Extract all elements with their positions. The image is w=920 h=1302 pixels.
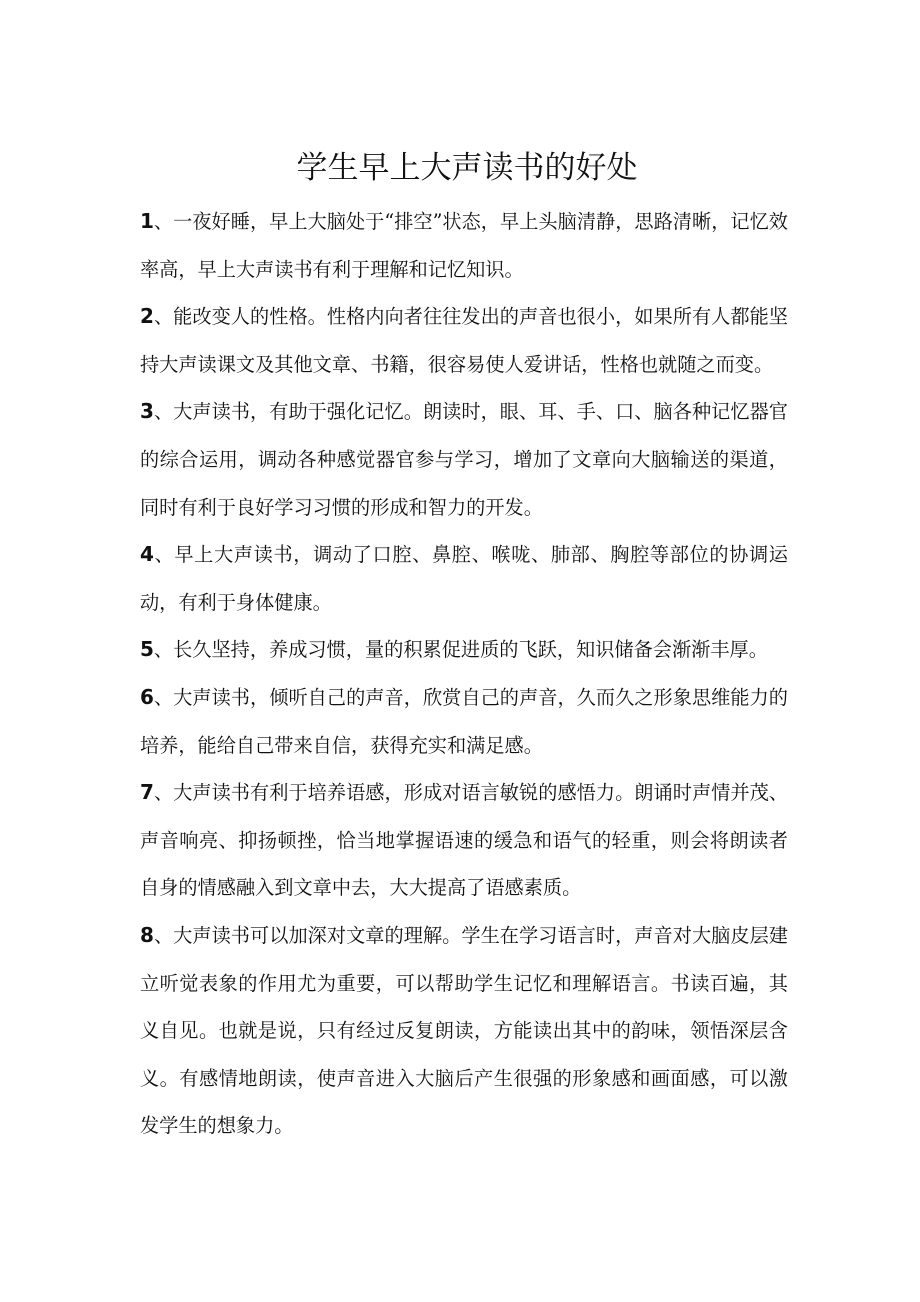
paragraph-6 [140,674,788,769]
paragraph-text: 、长久坚持，养成习惯，量的积累促进质的飞跃，知识储备会渐渐丰厚。 [153,638,768,662]
paragraph-text: 、能改变人的性格。性格内向者往往发出的声音也很小，如果所有人都能坚持大声读课文及其他文章、书籍，很容易使人爱讲话，性格也就随之而变。 [140,305,788,376]
paragraph-3 [140,388,788,531]
paragraph-number: 6 [140,684,154,709]
paragraph-number: 5 [140,637,154,662]
paragraph-number: 4 [140,542,154,567]
document-body [140,198,788,1150]
paragraph-number: 1 [140,209,154,233]
paragraph-2 [140,293,788,388]
paragraph-number: 2 [140,304,154,329]
document-title: 学生早上大声读书的好处 [296,150,638,186]
paragraph-text: 、大声读书可以加深对文章的理解。学生在学习语言时，声音对大脑皮层建立听觉表象的作用尤为重要，可以帮助学生记忆和理解语言。书读百遍，其义自见。也就是说，只有经过反复朗读，方能读出其中的韵味，领悟深层含义。有感情地朗读，使声音进入大脑后产生很强的形象感和画面感，可以激发学生的想象力。 [140,923,788,1138]
paragraph-7 [140,769,788,912]
paragraph-4 [140,531,788,626]
paragraph-text: 、一夜好睡，早上大脑处于“排空”状态，早上头脑清静，思路清晰，记忆效率高，早上大声读书有利于理解和记忆知识。 [140,210,788,281]
paragraph-text: 、大声读书，倾听自己的声音，欣赏自己的声音，久而久之形象思维能力的培养，能给自己带来自信，获得充实和满足感。 [140,685,788,757]
paragraph-8 [140,912,788,1150]
paragraph-text: 、大声读书有利于培养语感，形成对语言敏锐的感悟力。朗诵时声情并茂、声音响亮、抑扬顿挫，恰当地掌握语速的缓急和语气的轻重，则会将朗读者自身的情感融入到文章中去，大大提高了语感素质。 [140,781,788,900]
paragraph-1 [140,198,788,293]
paragraph-5 [140,626,788,674]
paragraph-text: 、大声读书，有助于强化记忆。朗读时，眼、耳、手、口、脑各种记忆器官的综合运用，调动各种感觉器官参与学习，增加了文章向大脑输送的渠道，同时有利于良好学习习惯的形成和智力的开发。 [140,400,788,519]
paragraph-text: 、早上大声读书，调动了口腔、鼻腔、喉咙、肺部、胸腔等部位的协调运动，有利于身体健康。 [140,543,788,614]
paragraph-number: 7 [140,780,154,805]
paragraph-number: 8 [140,922,154,947]
paragraph-number: 3 [140,399,154,424]
